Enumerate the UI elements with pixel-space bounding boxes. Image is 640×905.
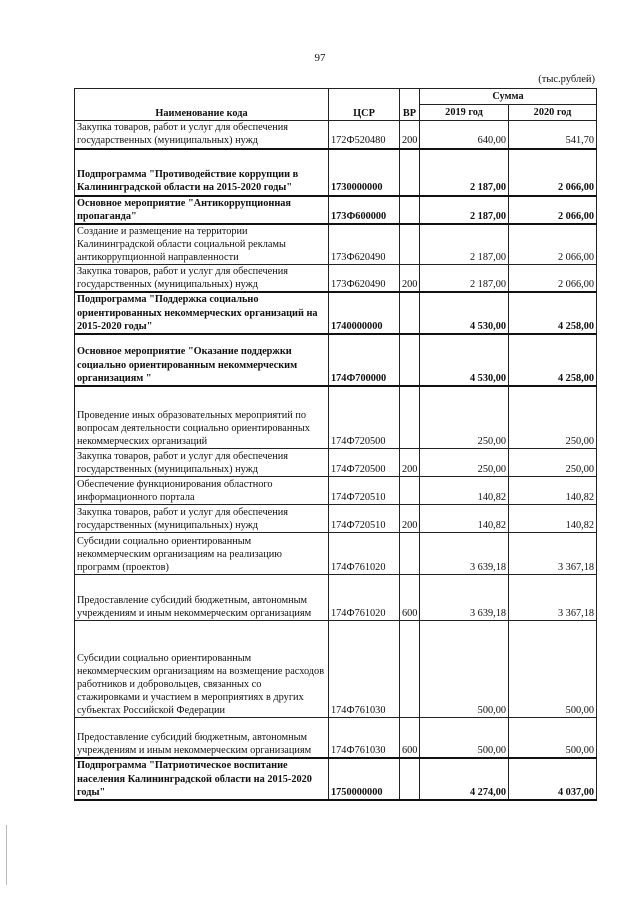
- row-csr-cell: 174Ф761030: [329, 621, 400, 718]
- row-2020-cell: 250,00: [509, 449, 597, 477]
- row-name-cell: Подпрограмма "Поддержка социально ориентированных некоммерческих организаций на 2015-2020 годы": [75, 292, 329, 333]
- scan-margin-mark: [6, 825, 7, 885]
- row-name-cell: Создание и размещение на территории Калининградской области социальной рекламы антикоррупционной направленности: [75, 224, 329, 265]
- row-2020-cell: 2 066,00: [509, 224, 597, 265]
- row-2020-cell: 3 367,18: [509, 575, 597, 621]
- table-row: [75, 386, 597, 449]
- row-name-cell: Закупка товаров, работ и услуг для обеспечения государственных (муниципальных) нужд: [75, 264, 329, 292]
- table-body: [75, 121, 597, 800]
- row-2020-cell: 4 258,00: [509, 334, 597, 386]
- row-name-cell: Подпрограмма "Противодействие коррупции в Калининградской области на 2015-2020 годы": [75, 149, 329, 196]
- row-vr-cell: [400, 334, 420, 386]
- row-2019-cell: 250,00: [420, 449, 509, 477]
- row-2020-cell: 140,82: [509, 477, 597, 505]
- row-2019-cell: 2 187,00: [420, 149, 509, 196]
- table-row: [75, 149, 597, 196]
- row-vr-cell: [400, 149, 420, 196]
- row-vr-cell: [400, 292, 420, 333]
- table-row: [75, 292, 597, 333]
- table-row: [75, 575, 597, 621]
- row-2019-cell: 140,82: [420, 477, 509, 505]
- row-2019-cell: 2 187,00: [420, 224, 509, 265]
- table-row: [75, 533, 597, 575]
- row-vr-cell: 200: [400, 505, 420, 533]
- table-row: [75, 449, 597, 477]
- row-2020-cell: 541,70: [509, 121, 597, 149]
- row-2019-cell: 500,00: [420, 718, 509, 758]
- table-row: [75, 334, 597, 386]
- row-2019-cell: 4 530,00: [420, 334, 509, 386]
- header-name: Наименование кода: [75, 89, 329, 121]
- row-2020-cell: 2 066,00: [509, 264, 597, 292]
- row-vr-cell: 200: [400, 449, 420, 477]
- row-csr-cell: 174Ф761020: [329, 575, 400, 621]
- table-row: [75, 224, 597, 265]
- row-vr-cell: 200: [400, 264, 420, 292]
- row-2020-cell: 500,00: [509, 621, 597, 718]
- table-row: [75, 121, 597, 149]
- header-2019: 2019 год: [420, 105, 509, 121]
- row-csr-cell: 172Ф520480: [329, 121, 400, 149]
- row-2020-cell: 2 066,00: [509, 149, 597, 196]
- header-vr: ВР: [400, 89, 420, 121]
- row-2020-cell: 4 037,00: [509, 758, 597, 800]
- row-name-cell: Закупка товаров, работ и услуг для обеспечения государственных (муниципальных) нужд: [75, 505, 329, 533]
- row-2019-cell: 500,00: [420, 621, 509, 718]
- row-name-cell: Основное мероприятие "Оказание поддержки социально ориентированным некоммерческим организациям ": [75, 334, 329, 386]
- row-name-cell: Проведение иных образовательных мероприятий по вопросам деятельности социально ориентированных некоммерческих организаций: [75, 386, 329, 449]
- row-2019-cell: 2 187,00: [420, 196, 509, 224]
- row-vr-cell: [400, 196, 420, 224]
- row-2020-cell: 4 258,00: [509, 292, 597, 333]
- header-2020: 2020 год: [509, 105, 597, 121]
- row-2020-cell: 250,00: [509, 386, 597, 449]
- header-sum: Сумма: [420, 89, 597, 105]
- row-csr-cell: 174Ф700000: [329, 334, 400, 386]
- row-csr-cell: 174Ф720510: [329, 505, 400, 533]
- row-name-cell: Субсидии социально ориентированным некоммерческим организациям на реализацию программ (проектов): [75, 533, 329, 575]
- row-vr-cell: 600: [400, 575, 420, 621]
- row-vr-cell: [400, 758, 420, 800]
- row-2019-cell: 250,00: [420, 386, 509, 449]
- table-row: [75, 477, 597, 505]
- row-csr-cell: 1750000000: [329, 758, 400, 800]
- row-csr-cell: 173Ф600000: [329, 196, 400, 224]
- row-2019-cell: 140,82: [420, 505, 509, 533]
- row-vr-cell: 600: [400, 718, 420, 758]
- table-row: [75, 264, 597, 292]
- row-2020-cell: 2 066,00: [509, 196, 597, 224]
- table-row: [75, 758, 597, 800]
- row-name-cell: Закупка товаров, работ и услуг для обеспечения государственных (муниципальных) нужд: [75, 121, 329, 149]
- row-name-cell: Основное мероприятие "Антикоррупционная пропаганда": [75, 196, 329, 224]
- row-2019-cell: 3 639,18: [420, 533, 509, 575]
- row-2020-cell: 3 367,18: [509, 533, 597, 575]
- row-vr-cell: [400, 224, 420, 265]
- row-2019-cell: 2 187,00: [420, 264, 509, 292]
- row-2020-cell: 500,00: [509, 718, 597, 758]
- page-number: 97: [314, 52, 326, 64]
- row-csr-cell: 174Ф761020: [329, 533, 400, 575]
- row-csr-cell: 173Ф620490: [329, 264, 400, 292]
- row-2019-cell: 640,00: [420, 121, 509, 149]
- table-row: [75, 196, 597, 224]
- row-name-cell: Предоставление субсидий бюджетным, автономным учреждениям и иным некоммерческим организациям: [75, 718, 329, 758]
- row-csr-cell: 174Ф720510: [329, 477, 400, 505]
- row-csr-cell: 1730000000: [329, 149, 400, 196]
- row-csr-cell: 174Ф720500: [329, 449, 400, 477]
- row-name-cell: Подпрограмма "Патриотическое воспитание населения Калининградской области на 2015-2020 годы": [75, 758, 329, 800]
- table-row: [75, 621, 597, 718]
- row-name-cell: Субсидии социально ориентированным некоммерческим организациям на возмещение расходов работников и добровольцев, связанных со стажировками и участием в мероприятиях в других субъектах Российской Федерации: [75, 621, 329, 718]
- table-row: [75, 718, 597, 758]
- row-csr-cell: 174Ф720500: [329, 386, 400, 449]
- row-vr-cell: 200: [400, 121, 420, 149]
- row-csr-cell: 174Ф761030: [329, 718, 400, 758]
- row-2019-cell: 3 639,18: [420, 575, 509, 621]
- table-row: [75, 505, 597, 533]
- row-vr-cell: [400, 621, 420, 718]
- row-vr-cell: [400, 477, 420, 505]
- header-csr: ЦСР: [329, 89, 400, 121]
- row-name-cell: Закупка товаров, работ и услуг для обеспечения государственных (муниципальных) нужд: [75, 449, 329, 477]
- row-2019-cell: 4 530,00: [420, 292, 509, 333]
- row-csr-cell: 173Ф620490: [329, 224, 400, 265]
- row-2019-cell: 4 274,00: [420, 758, 509, 800]
- unit-note: (тыс.рублей): [538, 74, 595, 85]
- budget-table: [74, 88, 597, 801]
- row-vr-cell: [400, 386, 420, 449]
- row-vr-cell: [400, 533, 420, 575]
- row-name-cell: Обеспечение функционирования областного информационного портала: [75, 477, 329, 505]
- row-2020-cell: 140,82: [509, 505, 597, 533]
- row-csr-cell: 1740000000: [329, 292, 400, 333]
- row-name-cell: Предоставление субсидий бюджетным, автономным учреждениям и иным некоммерческим организациям: [75, 575, 329, 621]
